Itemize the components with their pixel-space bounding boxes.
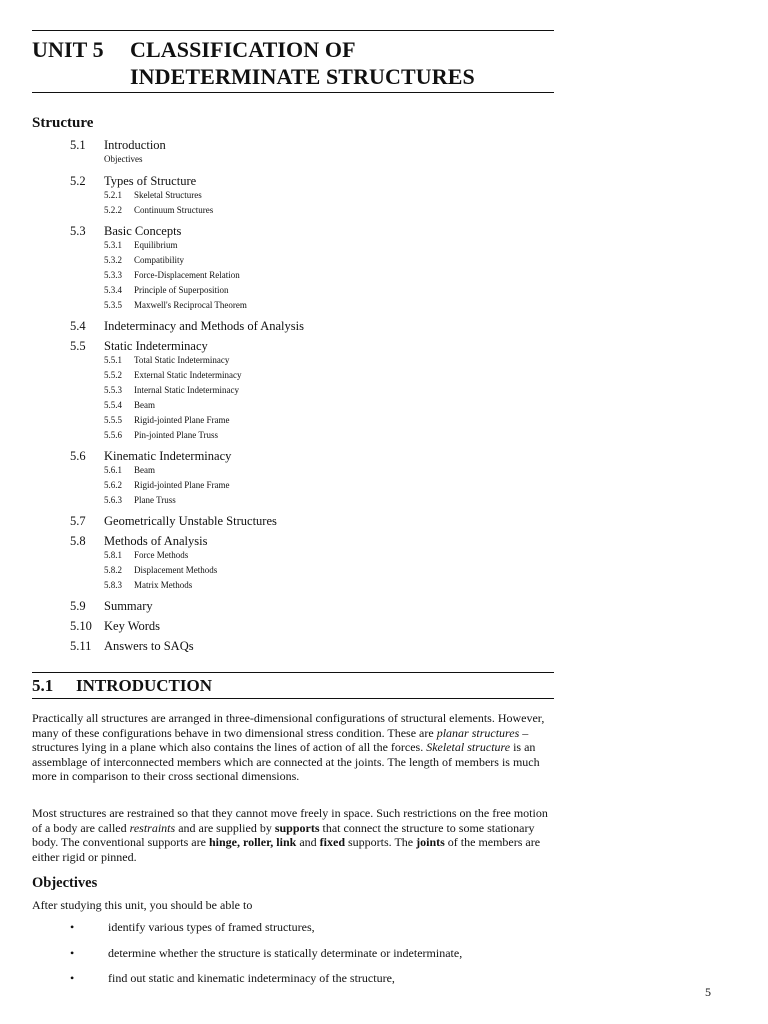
introduction-paragraph-2	[32, 806, 557, 864]
toc-entry-number: 5.9	[70, 598, 86, 613]
objective-text: determine whether the structure is statically determinate or indeterminate,	[108, 946, 463, 960]
structure-heading: Structure	[32, 115, 94, 131]
text-run: Most structures are restrained so that they cannot move freely in space. Such restrictions on the free motion of a body are called	[32, 806, 548, 835]
toc-entry-number: 5.11	[70, 638, 92, 653]
toc-entry-number: 5.2	[70, 173, 86, 188]
emphasis-term: restraints	[129, 820, 176, 835]
toc-entry-title: Key Words	[104, 618, 161, 633]
top-rule	[32, 30, 554, 31]
toc-entry-number: 5.1	[70, 138, 86, 152]
text-run: and are supplied by	[175, 820, 275, 835]
toc-subentry-number: 5.2.2	[104, 204, 122, 215]
bullet-icon: •	[70, 971, 75, 985]
toc-subentry-title: Continuum Structures	[134, 204, 214, 215]
text-run: – structures lying in a plane which also contains the lines of action of all the forces.	[32, 725, 529, 755]
toc-subentry-number: 5.5.6	[104, 429, 122, 440]
unit-title-line2: INDETERMINATE STRUCTURES	[130, 64, 475, 89]
toc-subentry-title: Pin-jointed Plane Truss	[134, 429, 219, 440]
toc-entry-title: Types of Structure	[104, 173, 197, 188]
toc-entry-number: 5.3	[70, 223, 86, 238]
toc-subentry-title: Maxwell's Reciprocal Theorem	[134, 299, 247, 310]
emphasis-term: Skeletal structure	[426, 740, 511, 755]
objective-text: identify various types of framed structures,	[108, 920, 315, 934]
text-run: of the members are either rigid or pinned.	[32, 835, 541, 864]
text-run: supports. The	[345, 835, 417, 850]
toc-subentry-number: 5.3.4	[104, 284, 122, 295]
toc-entry-title: Methods of Analysis	[104, 533, 208, 548]
toc-subentry-title: Plane Truss	[134, 494, 176, 505]
toc-entry-number: 5.6	[70, 448, 86, 463]
bullet-icon: •	[70, 920, 75, 934]
toc-entry-number: 5.8	[70, 533, 86, 548]
toc-subentry-title: Compatibility	[134, 254, 185, 265]
toc-entry-title: Kinematic Indeterminacy	[104, 448, 232, 463]
toc-subentry-title: Rigid-jointed Plane Frame	[134, 414, 230, 425]
toc-subentry-title: Beam	[134, 399, 155, 410]
toc-subentry-number: 5.5.5	[104, 414, 122, 425]
introduction-heading	[32, 676, 212, 696]
title-underline	[32, 92, 554, 93]
unit-title-line1: CLASSIFICATION OF	[130, 37, 356, 62]
objectives-heading: Objectives	[32, 875, 98, 891]
page-number: 5	[705, 985, 711, 999]
toc-subentry-title: Displacement Methods	[134, 564, 218, 575]
toc-subentry-number: 5.3.3	[104, 269, 122, 280]
toc-subentry-number: 5.5.1	[104, 354, 122, 365]
text-run: and	[296, 835, 320, 850]
toc-subentry-number: 5.3.1	[104, 239, 122, 250]
toc-subentry-number: 5.6.2	[104, 479, 122, 490]
toc-subentry-number: 5.8.1	[104, 549, 122, 560]
text-run: Practically all structures are arranged in three-dimensional configurations of structural elements. However, many of these configurations behave in two dimensional stress condition. These are	[32, 711, 545, 740]
toc-entry-number: 5.10	[70, 618, 92, 633]
toc-entry-title: Indeterminacy and Methods of Analysis	[104, 318, 304, 333]
introduction-title: INTRODUCTION	[76, 676, 213, 695]
bullet-icon: •	[70, 946, 75, 960]
toc-subentry-title: External Static Indeterminacy	[134, 369, 242, 380]
bold-term: supports	[274, 820, 320, 835]
toc-entry-note: Objectives	[104, 154, 143, 164]
toc-subentry-number: 5.3.2	[104, 254, 122, 265]
toc-entry-title: Introduction	[104, 138, 166, 152]
text-run: that connect the structure to some stationary body. The conventional supports are	[32, 820, 535, 850]
toc-subentry-number: 5.6.3	[104, 494, 122, 505]
toc-subentry-number: 5.5.4	[104, 399, 122, 410]
toc-subentry-number: 5.5.3	[104, 384, 122, 395]
toc-entry-title: Answers to SAQs	[104, 638, 194, 653]
toc-subentry-title: Total Static Indeterminacy	[134, 354, 230, 365]
toc-subentry-number: 5.8.2	[104, 564, 122, 575]
toc-entry-number: 5.7	[70, 513, 86, 528]
toc-subentry-title: Force Methods	[134, 549, 189, 560]
text-run: is an assemblage of interconnected members which are connected at the joints. The length of members is much more in comparison to their cross sectional dimensions.	[32, 740, 540, 784]
introduction-number: 5.1	[32, 676, 54, 695]
toc-subentry-number: 5.6.1	[104, 464, 122, 475]
toc-subentry-number: 5.8.3	[104, 579, 122, 590]
emphasis-term: planar structures	[436, 725, 520, 740]
toc-subentry-title: Skeletal Structures	[134, 189, 202, 200]
toc-subentry-title: Internal Static Indeterminacy	[134, 384, 239, 395]
objectives-lead: After studying this unit, you should be able to	[32, 898, 253, 912]
toc-entry-number: 5.4	[70, 318, 86, 333]
introduction-paragraph-1	[32, 711, 557, 784]
toc-subentry-title: Rigid-jointed Plane Frame	[134, 479, 230, 490]
toc-subentry-number: 5.5.2	[104, 369, 122, 380]
bold-term: fixed	[319, 835, 345, 850]
toc-subentry-number: 5.2.1	[104, 189, 122, 200]
unit-number: UNIT 5	[32, 37, 104, 62]
toc-entry-title: Geometrically Unstable Structures	[104, 513, 277, 528]
toc-subentry-title: Equilibrium	[134, 239, 178, 250]
toc-subentry-title: Force-Displacement Relation	[134, 269, 240, 280]
bold-term: joints	[416, 835, 445, 850]
intro-bottom-rule	[32, 698, 554, 699]
toc-entry-title: Static Indeterminacy	[104, 338, 208, 353]
toc-subentry-title: Principle of Superposition	[134, 284, 229, 295]
toc-entry-number: 5.5	[70, 338, 86, 353]
toc-subentry-title: Matrix Methods	[134, 579, 193, 590]
objective-text: find out static and kinematic indeterminacy of the structure,	[108, 971, 395, 985]
bold-term: hinge, roller, link	[208, 835, 297, 850]
toc-subentry-number: 5.3.5	[104, 299, 122, 310]
toc-entry-title: Summary	[104, 598, 153, 613]
toc-subentry-title: Beam	[134, 464, 155, 475]
intro-top-rule	[32, 672, 554, 673]
toc-entry-title: Basic Concepts	[104, 223, 182, 238]
